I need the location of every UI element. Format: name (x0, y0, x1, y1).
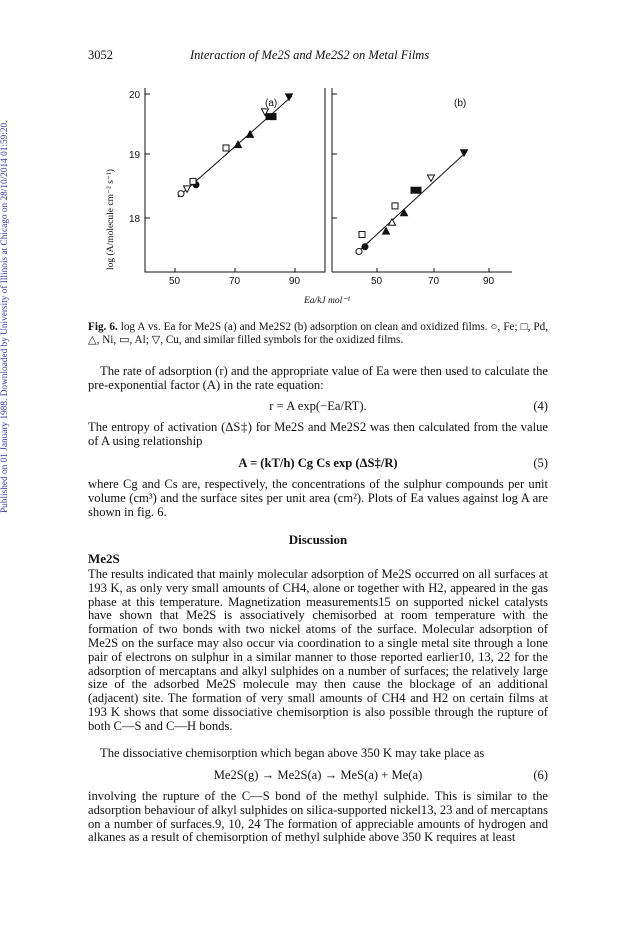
y-tick-label: 19 (129, 150, 141, 161)
equation-5: A = (kT/h) Cg Cs exp (ΔS‡/R) (5) (238, 456, 548, 470)
x-tick-label: 50 (371, 276, 383, 287)
data-point-al (411, 187, 421, 193)
x-axis-label: Ea/kJ mol⁻¹ (304, 296, 351, 306)
data-point-ni (401, 209, 408, 216)
data-point-pd (190, 178, 196, 184)
paragraph: The entropy of activation (ΔS‡) for Me2S and Me2S2 was then calculated from the value of A using relationship (88, 420, 548, 448)
data-point-cu (461, 150, 468, 157)
panel-a-label: (a) (265, 98, 278, 109)
figure-6 (80, 70, 520, 315)
x-tick-label: 70 (229, 276, 241, 287)
data-point-cu (428, 175, 435, 182)
y-tick-label: 18 (129, 214, 141, 225)
page-number: 3052 (88, 48, 113, 62)
y-tick-label: 20 (129, 90, 141, 101)
running-head: Interaction of Me2S and Me2S2 on Metal Films (190, 48, 430, 62)
paragraph: The results indicated that mainly molecular adsorption of Me2S occurred on all surfaces at 193 K, as only very small amounts of CH4, alone or together with H2, appeared in the gas phase at this temperature. Magnetization measurements15 on supported nickel catalysts have shown that Me2S is associatively chemisorbed at room temperature with the formation of two bonds with two nickel atoms of the surface. Molecular adsorption of Me2S on the surface may also occur via coordination to a single metal site through a lone pair of electrons on sulphur in a similar manner to those reported earlier10, 13, 22 for the adsorption of mercaptans and alkyl sulphides on a number of surfaces; the relatively large size of the adsorbed Me2S molecule may then cause the blockage of an additional (adjacent) site. The formation of very small amounts of CH4 and H2 on certain films at 193 K shows that some dissociative chemisorption is also possible through the rupture of both C—S and C—H bonds. (88, 567, 548, 733)
equation-4: r = A exp(−Ea/RT). (4) (269, 399, 548, 413)
y-axis-label: log (A/molecule cm⁻² s⁻¹) (106, 169, 116, 270)
subsection-heading: Me2S (88, 551, 120, 566)
panel-a-plot (178, 94, 293, 197)
paragraph: The rate of adsorption (r) and the appropriate value of Ea were then used to calculate the pre-exponential factor (A) in the rate equation: (88, 364, 548, 392)
x-tick-label: 70 (428, 276, 440, 287)
data-point-ni (389, 219, 396, 226)
fit-line (356, 151, 467, 253)
data-point-al (266, 114, 276, 120)
panel-b-label: (b) (454, 98, 467, 109)
data-point-fe (362, 244, 368, 250)
data-point-fe (356, 249, 362, 255)
data-point-fe (178, 191, 184, 197)
panel-b-plot (356, 150, 468, 255)
paragraph: where Cg and Cs are, respectively, the concentrations of the sulphur compounds per unit volume (cm³) and the surface sites per unit area (cm²). Plots of Ea values against log A are shown in fig. 6. (88, 477, 548, 519)
panel-a-y-ticks (145, 94, 337, 218)
figure-caption: Fig. 6. log A vs. Ea for Me2S (a) and Me2S2 (b) adsorption on clean and oxidized films. ○, Fe; □, Pd, △, Ni, ▭, Al; ▽, Cu, and similar filled symbols for the oxidized films. (88, 321, 548, 346)
x-tick-label: 50 (169, 276, 181, 287)
publication-sidebar: Published on 01 January 1988. Downloaded by University of Illinois at Chicago on 28/10/2014 01:59:20. (0, 120, 10, 513)
panel-a-frame (145, 88, 325, 272)
section-heading: Discussion (288, 532, 348, 547)
equation-6: Me2S(g) → Me2S(a) → MeS(a) + Me(a) (6) (213, 768, 548, 782)
paragraph: The dissociative chemisorption which began above 350 K may take place as (100, 746, 485, 760)
panel-b-frame (332, 88, 512, 272)
data-point-pd (392, 203, 398, 209)
data-point-pd (223, 145, 229, 151)
x-tick-label: 90 (289, 276, 301, 287)
paragraph: involving the rupture of the C—S bond of the methyl sulphide. This is similar to the adsorption behaviour of alkyl sulphides on silica-supported nickel13, 23 and of mercaptans on a number of surfaces.9, 10, 24 The formation of appreciable amounts of hydrogen and alkanes as a result of chemisorption of methyl sulphide above 350 K requires at least (88, 789, 548, 845)
data-point-pd (359, 232, 365, 238)
x-tick-label: 90 (483, 276, 495, 287)
